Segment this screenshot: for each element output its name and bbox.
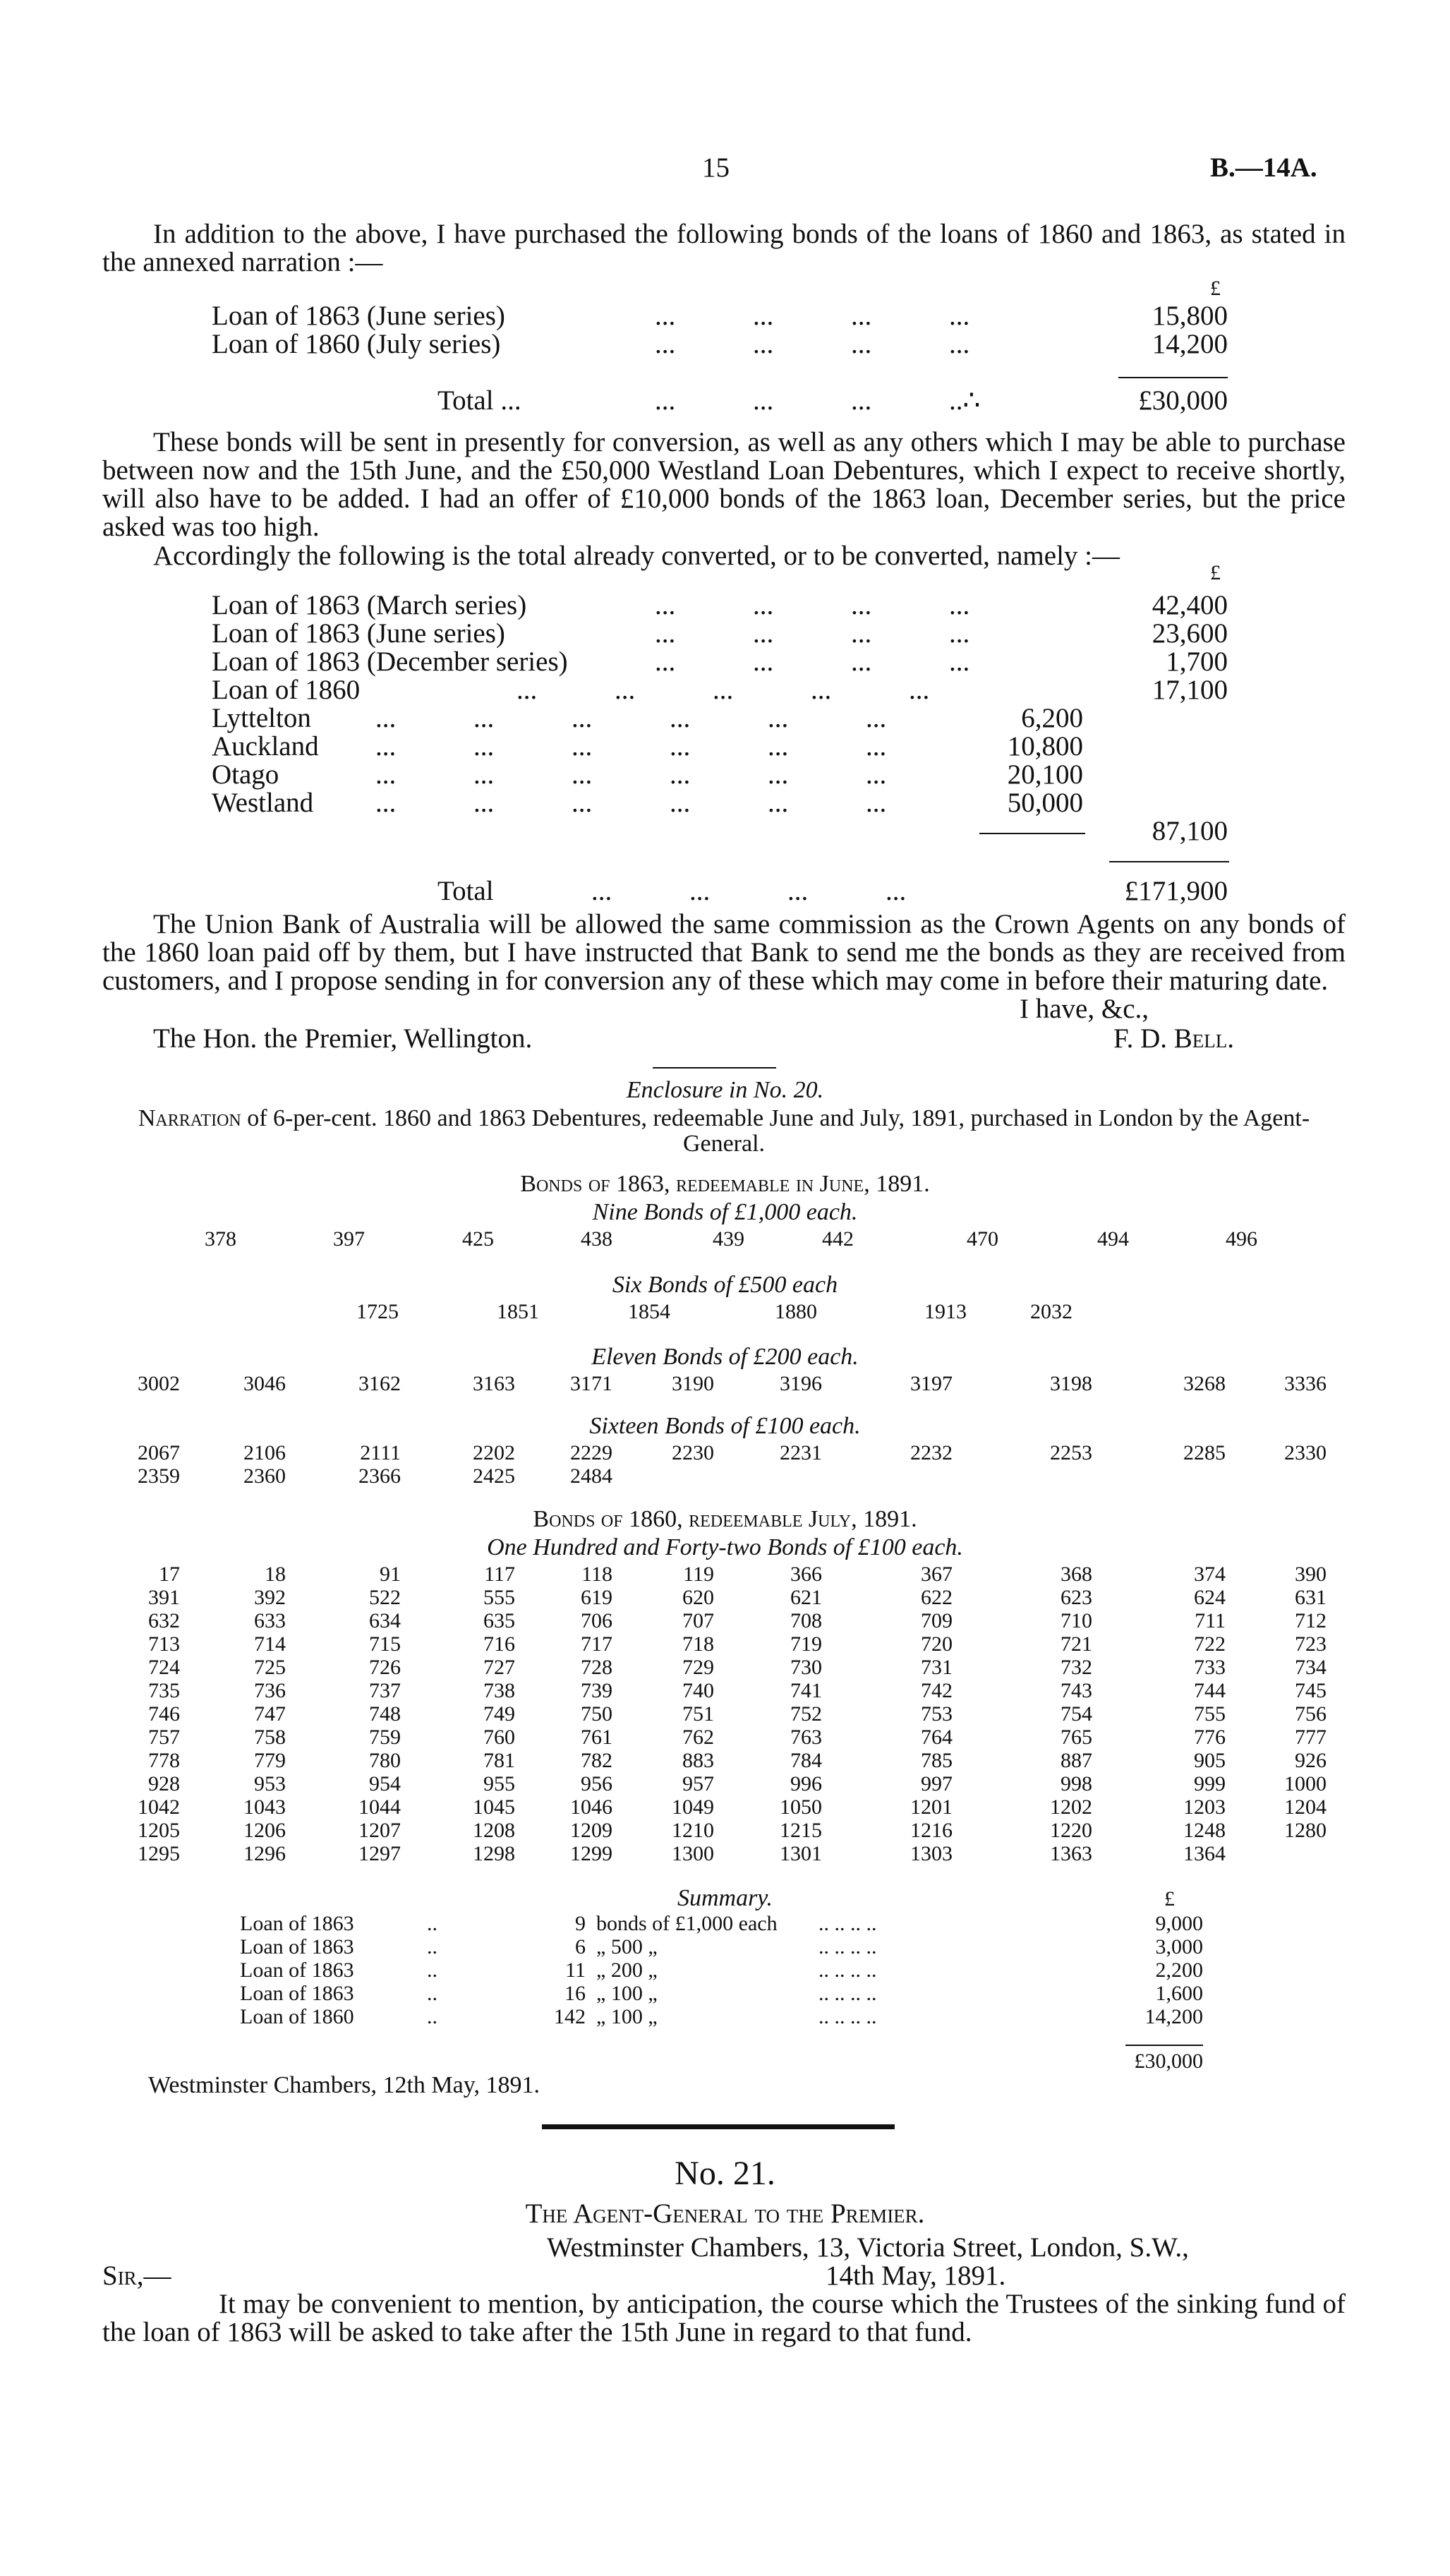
bond-number: 1042 (138, 1795, 180, 1819)
bond-number: 781 (483, 1749, 515, 1772)
bond-number: 725 (254, 1656, 286, 1679)
purchased-row-amount: 15,800 (1152, 301, 1228, 331)
bond-number: 2106 (243, 1441, 286, 1464)
bond-number: 3198 (1050, 1372, 1092, 1395)
summary-description: bonds of £1,000 each (596, 1912, 778, 1935)
summary-amount: 2,200 (1155, 1958, 1203, 1982)
bond-number: 622 (921, 1586, 953, 1609)
bond-number: 1043 (243, 1795, 286, 1819)
bond-number: 117 (484, 1563, 515, 1586)
bond-number: 2360 (243, 1464, 286, 1488)
bond-number: 391 (148, 1586, 180, 1609)
group-title: Eleven Bonds of £200 each. (591, 1344, 859, 1370)
bond-number: 710 (1061, 1609, 1092, 1632)
leader-dots: ... ... ... ... ... (516, 675, 930, 705)
summary-count: 6 (575, 1935, 586, 1958)
bond-number: 717 (581, 1632, 612, 1656)
bond-number: 1300 (672, 1842, 714, 1865)
bond-number: 742 (921, 1679, 953, 1702)
group-title: Sixteen Bonds of £100 each. (589, 1413, 861, 1439)
summary-count: 9 (575, 1912, 586, 1935)
addressee: The Hon. the Premier, Wellington. (153, 1023, 533, 1054)
bond-number: 3196 (780, 1372, 822, 1395)
bond-number: 779 (254, 1749, 286, 1772)
bond-number: 368 (1061, 1563, 1092, 1586)
bond-number: 720 (921, 1632, 953, 1656)
bond-number: 953 (254, 1772, 286, 1795)
leader-dots: .. (427, 2005, 437, 2028)
bond-number: 623 (1061, 1586, 1092, 1609)
enclosure-title: Enclosure in No. 20. (626, 1077, 824, 1103)
bond-number: 1364 (1183, 1842, 1226, 1865)
bond-number: 1209 (570, 1819, 612, 1842)
bond-number: 1210 (672, 1819, 714, 1842)
converted-row-amount: 23,600 (1152, 618, 1228, 649)
harbour-subtotal: 87,100 (1152, 816, 1228, 846)
leader-dots: .. .. .. .. (818, 1935, 877, 1958)
leader-dots: ... ... ... ... (655, 646, 970, 677)
bond-number: 732 (1061, 1656, 1092, 1679)
bond-number: 756 (1295, 1702, 1327, 1726)
bond-number: 715 (369, 1632, 401, 1656)
bond-number: 926 (1295, 1749, 1327, 1772)
leader-dots: .. .. .. .. (818, 1958, 877, 1982)
summary-description: „ 200 „ (596, 1958, 658, 1982)
bond-number: 711 (1195, 1609, 1226, 1632)
bond-number: 778 (148, 1749, 180, 1772)
currency-symbol: £ (1210, 561, 1221, 584)
bond-number: 1205 (138, 1819, 180, 1842)
bond-number: 3163 (473, 1372, 515, 1395)
bond-number: 522 (369, 1586, 401, 1609)
paragraph-namely: Accordingly the following is the total already converted, or to be converted, namely :— (153, 541, 1120, 571)
bond-number: 883 (682, 1749, 714, 1772)
bond-number: 494 (1097, 1227, 1129, 1251)
bond-number: 1216 (910, 1819, 953, 1842)
bond-number: 374 (1194, 1563, 1226, 1586)
bond-number: 3002 (138, 1372, 180, 1395)
bond-number: 724 (148, 1656, 180, 1679)
bond-number: 3197 (910, 1372, 953, 1395)
bond-number: 780 (369, 1749, 401, 1772)
bond-number: 709 (921, 1609, 953, 1632)
leader-dots: .. .. .. .. (818, 2005, 877, 2028)
bond-number: 634 (369, 1609, 401, 1632)
summary-title: Summary. (677, 1885, 773, 1911)
purchased-row-amount: 14,200 (1152, 329, 1228, 359)
bond-number: 887 (1061, 1749, 1092, 1772)
bond-number: 784 (790, 1749, 822, 1772)
bond-number: 3268 (1183, 1372, 1226, 1395)
bond-number: 1296 (243, 1842, 286, 1865)
bond-number: 620 (682, 1586, 714, 1609)
bond-number: 2253 (1050, 1441, 1092, 1464)
bond-number: 957 (682, 1772, 714, 1795)
bond-number: 1206 (243, 1819, 286, 1842)
bond-number: 956 (581, 1772, 612, 1795)
bond-number: 751 (682, 1702, 714, 1726)
bond-number: 392 (254, 1586, 286, 1609)
harbour-label: Auckland (212, 731, 319, 762)
bond-number: 3162 (358, 1372, 401, 1395)
bond-number: 624 (1194, 1586, 1226, 1609)
bond-number: 719 (790, 1632, 822, 1656)
bond-number: 631 (1295, 1586, 1327, 1609)
sum-rule (1118, 377, 1228, 378)
no21-address: Westminster Chambers, 13, Victoria Street, London, S.W., (547, 2232, 1189, 2263)
bond-number: 2231 (780, 1441, 822, 1464)
bond-number: 378 (205, 1227, 236, 1251)
harbour-amount: 20,100 (1007, 759, 1083, 790)
summary-loan: Loan of 1863 (240, 1912, 354, 1935)
paragraph-union-bank: The Union Bank of Australia will be allowed the same commission as the Crown Agents on any bonds of the 1860 loan paid off by them, but I have instructed that Bank to send me the bonds as they are received from customers, and I propose sending in for conversion any of these which may come in before their maturing date. (102, 909, 1346, 996)
bond-number: 996 (790, 1772, 822, 1795)
bond-number: 2111 (360, 1441, 401, 1464)
bond-number: 928 (148, 1772, 180, 1795)
leader-dots: .. (427, 1935, 437, 1958)
leader-dots: .. (427, 1912, 437, 1935)
narration (102, 1106, 1346, 1157)
narration-head: Narration (138, 1105, 241, 1131)
bond-number: 632 (148, 1609, 180, 1632)
bond-number: 753 (921, 1702, 953, 1726)
bond-number: 759 (369, 1726, 401, 1749)
bond-number: 2285 (1183, 1441, 1226, 1464)
bond-number: 2229 (570, 1441, 612, 1464)
bond-number: 3190 (672, 1372, 714, 1395)
bond-number: 1050 (780, 1795, 822, 1819)
bond-number: 999 (1194, 1772, 1226, 1795)
bond-number: 752 (790, 1702, 822, 1726)
bond-number: 760 (483, 1726, 515, 1749)
bond-number: 619 (581, 1586, 612, 1609)
summary-count: 142 (554, 2005, 586, 2028)
no21-subtitle: The Agent-General to the Premier. (525, 2198, 925, 2229)
place-date: Westminster Chambers, 12th May, 1891. (148, 2072, 540, 2098)
bond-number: 707 (682, 1609, 714, 1632)
leader-dots: .. .. .. .. (818, 1912, 877, 1935)
bond-number: 1203 (1183, 1795, 1226, 1819)
sum-rule (1109, 861, 1229, 862)
bond-number: 954 (369, 1772, 401, 1795)
bond-number: 750 (581, 1702, 612, 1726)
bond-number: 739 (581, 1679, 612, 1702)
page-number: 15 (702, 152, 730, 183)
bond-number: 729 (682, 1656, 714, 1679)
summary-description: „ 500 „ (596, 1935, 658, 1958)
harbour-amount: 50,000 (1007, 788, 1083, 818)
harbour-amount: 10,800 (1007, 731, 1083, 762)
bond-number: 470 (967, 1227, 998, 1251)
summary-count: 16 (564, 1982, 586, 2005)
paragraph-conversion: These bonds will be sent in presently for conversion, as well as any others which I may be able to purchase between now and the 15th June, and the £50,000 Westland Loan Debentures, which I expect to receive shortly, will also have to be added. I had an offer of £10,000 bonds of the 1863 loan, December series, but the price asked was too high. (102, 427, 1346, 542)
summary-amount: 14,200 (1144, 2005, 1203, 2028)
bond-number: 1363 (1050, 1842, 1092, 1865)
leader-dots: ... ... ... ..∴ (655, 385, 981, 416)
bond-number: 118 (581, 1563, 612, 1586)
bond-number: 1046 (570, 1795, 612, 1819)
bond-number: 748 (369, 1702, 401, 1726)
bond-number: 1295 (138, 1842, 180, 1865)
bond-number: 785 (921, 1749, 953, 1772)
bond-number: 366 (790, 1563, 822, 1586)
bond-number: 2032 (1030, 1300, 1073, 1323)
converted-row-amount: 42,400 (1152, 590, 1228, 620)
group-title: Six Bonds of £500 each (612, 1272, 838, 1298)
bonds-1860-heading: Bonds of 1860, redeemable July, 1891. (533, 1506, 917, 1532)
summary-loan: Loan of 1860 (240, 2005, 354, 2028)
bond-number: 712 (1295, 1609, 1327, 1632)
bond-number: 714 (254, 1632, 286, 1656)
bond-number: 91 (380, 1563, 401, 1586)
bond-number: 1202 (1050, 1795, 1092, 1819)
bond-number: 761 (581, 1726, 612, 1749)
converted-row-amount: 1,700 (1166, 646, 1228, 677)
divider (653, 1067, 776, 1069)
leader-dots: ... ... ... ... (655, 301, 970, 331)
bond-number: 727 (483, 1656, 515, 1679)
bond-number: 782 (581, 1749, 612, 1772)
leader-dots: ... ... ... ... ... ... (375, 759, 887, 790)
bond-number: 757 (148, 1726, 180, 1749)
bond-number: 3171 (570, 1372, 612, 1395)
bond-number: 1880 (775, 1300, 817, 1323)
bonds-1863-heading: Bonds of 1863, redeemable in June, 1891. (520, 1171, 930, 1197)
bond-number: 442 (822, 1227, 854, 1251)
sum-rule (1125, 2045, 1203, 2046)
harbour-label: Lyttelton (212, 703, 311, 733)
leader-dots: .. (427, 1982, 437, 2005)
doc-reference: B.—14A. (1210, 152, 1317, 183)
bond-number: 741 (790, 1679, 822, 1702)
bond-number: 731 (921, 1656, 953, 1679)
bond-number: 2366 (358, 1464, 401, 1488)
bond-number: 438 (581, 1227, 612, 1251)
summary-count: 11 (565, 1958, 586, 1982)
bond-number: 1204 (1284, 1795, 1327, 1819)
bond-number: 743 (1061, 1679, 1092, 1702)
bond-number: 765 (1061, 1726, 1092, 1749)
bond-number: 425 (462, 1227, 494, 1251)
bond-number: 737 (369, 1679, 401, 1702)
bond-number: 762 (682, 1726, 714, 1749)
bond-number: 738 (483, 1679, 515, 1702)
summary-amount: 3,000 (1155, 1935, 1203, 1958)
bond-number: 726 (369, 1656, 401, 1679)
bond-number: 745 (1295, 1679, 1327, 1702)
bond-number: 749 (483, 1702, 515, 1726)
no21-title: No. 21. (675, 2155, 775, 2192)
bond-number: 758 (254, 1726, 286, 1749)
leader-dots: ... ... ... ... ... ... (375, 731, 887, 762)
bond-number: 755 (1194, 1702, 1226, 1726)
bond-number: 955 (483, 1772, 515, 1795)
bond-number: 734 (1295, 1656, 1327, 1679)
summary-loan: Loan of 1863 (240, 1935, 354, 1958)
summary-description: „ 100 „ (596, 1982, 658, 2005)
purchased-total: £30,000 (1138, 385, 1228, 416)
summary-amount: 9,000 (1155, 1912, 1203, 1935)
bond-number: 3046 (243, 1372, 286, 1395)
bond-number: 1207 (358, 1819, 401, 1842)
converted-total: £171,900 (1124, 876, 1228, 906)
no21-body: It may be convenient to mention, by anticipation, the course which the Trustees of the sinking fund of the loan of 1863 will be asked to take after the 15th June in regard to that fund. (102, 2289, 1346, 2347)
intro-paragraph: In addition to the above, I have purchased the following bonds of the loans of 1860 and 1863, as stated in the annexed narration :— (102, 219, 1346, 277)
purchased-row-label: Loan of 1860 (July series) (212, 329, 501, 359)
converted-row-amount: 17,100 (1152, 675, 1228, 705)
bond-number: 633 (254, 1609, 286, 1632)
signature: F. D. Bell. (1113, 1023, 1234, 1054)
bond-number: 1913 (924, 1300, 967, 1323)
bond-number: 744 (1194, 1679, 1226, 1702)
bond-number: 3336 (1284, 1372, 1327, 1395)
bond-number: 723 (1295, 1632, 1327, 1656)
bond-number: 998 (1061, 1772, 1092, 1795)
bond-number: 1208 (473, 1819, 515, 1842)
bond-number: 777 (1295, 1726, 1327, 1749)
harbour-label: Westland (212, 788, 314, 818)
group-title: One Hundred and Forty-two Bonds of £100 each. (487, 1534, 963, 1560)
bond-number: 555 (483, 1586, 515, 1609)
bond-number: 1201 (910, 1795, 953, 1819)
bond-number: 2232 (910, 1441, 953, 1464)
bond-number: 740 (682, 1679, 714, 1702)
bond-number: 728 (581, 1656, 612, 1679)
bond-number: 2230 (672, 1441, 714, 1464)
bond-number: 2425 (473, 1464, 515, 1488)
bond-number: 2330 (1284, 1441, 1327, 1464)
bond-number: 1297 (358, 1842, 401, 1865)
bond-number: 2202 (473, 1441, 515, 1464)
summary-loan: Loan of 1863 (240, 1958, 354, 1982)
bond-number: 1045 (473, 1795, 515, 1819)
converted-row-label: Loan of 1863 (December series) (212, 646, 568, 677)
closing: I have, &c., (1020, 994, 1149, 1024)
converted-row-label: Loan of 1860 (212, 675, 361, 705)
bond-number: 1298 (473, 1842, 515, 1865)
bond-number: 119 (683, 1563, 714, 1586)
bond-number: 706 (581, 1609, 612, 1632)
harbour-label: Otago (212, 759, 279, 790)
currency-symbol: £ (1210, 277, 1221, 300)
bond-number: 997 (921, 1772, 953, 1795)
summary-description: „ 100 „ (596, 2005, 658, 2028)
bond-number: 721 (1061, 1632, 1092, 1656)
bond-number: 1220 (1050, 1819, 1092, 1842)
bond-number: 1215 (780, 1819, 822, 1842)
bond-number: 1280 (1284, 1819, 1327, 1842)
summary-total: £30,000 (1134, 2050, 1203, 2073)
bond-number: 713 (148, 1632, 180, 1656)
converted-total-label: Total (437, 876, 494, 906)
bond-number: 718 (682, 1632, 714, 1656)
narration-text: of 6-per-cent. 1860 and 1863 Debentures, redeemable June and July, 1891, purchased in London by the Agent-General. (247, 1105, 1310, 1157)
group-title: Nine Bonds of £1,000 each. (592, 1199, 858, 1225)
bond-number: 390 (1295, 1563, 1327, 1586)
leader-dots: .. (427, 1958, 437, 1982)
bond-number: 747 (254, 1702, 286, 1726)
leader-dots: ... ... ... ... ... ... (375, 703, 887, 733)
purchased-total-label: Total ... (437, 385, 521, 416)
leader-dots: ... ... ... ... (655, 329, 970, 359)
bond-number: 905 (1194, 1749, 1226, 1772)
bond-number: 1851 (497, 1300, 539, 1323)
leader-dots: ... ... ... ... (655, 590, 970, 620)
bond-number: 1049 (672, 1795, 714, 1819)
bond-number: 763 (790, 1726, 822, 1749)
bond-number: 621 (790, 1586, 822, 1609)
leader-dots: ... ... ... ... (655, 618, 970, 649)
bond-number: 1301 (780, 1842, 822, 1865)
bond-number: 716 (483, 1632, 515, 1656)
bond-number: 1000 (1284, 1772, 1327, 1795)
bond-number: 2067 (138, 1441, 180, 1464)
bond-number: 1299 (570, 1842, 612, 1865)
no21-salutation: Sir,— (102, 2261, 171, 2291)
bond-number: 754 (1061, 1702, 1092, 1726)
harbour-amount: 6,200 (1021, 703, 1083, 733)
bond-number: 776 (1194, 1726, 1226, 1749)
converted-row-label: Loan of 1863 (June series) (212, 618, 505, 649)
bond-number: 764 (921, 1726, 953, 1749)
bond-number: 722 (1194, 1632, 1226, 1656)
bond-number: 439 (713, 1227, 744, 1251)
converted-row-label: Loan of 1863 (March series) (212, 590, 527, 620)
purchased-row-label: Loan of 1863 (June series) (212, 301, 505, 331)
bond-number: 1303 (910, 1842, 953, 1865)
summary-loan: Loan of 1863 (240, 1982, 354, 2005)
bond-number: 1248 (1183, 1819, 1226, 1842)
bond-number: 1725 (356, 1300, 399, 1323)
bond-number: 730 (790, 1656, 822, 1679)
bond-number: 708 (790, 1609, 822, 1632)
bond-number: 367 (921, 1563, 953, 1586)
leader-dots: ... ... ... ... (591, 876, 907, 906)
bond-number: 496 (1226, 1227, 1257, 1251)
bond-number: 735 (148, 1679, 180, 1702)
bond-number: 17 (159, 1563, 180, 1586)
bond-number: 2484 (570, 1464, 612, 1488)
heavy-divider (542, 2124, 895, 2129)
bond-number: 746 (148, 1702, 180, 1726)
bond-number: 1854 (628, 1300, 670, 1323)
bond-number: 1044 (358, 1795, 401, 1819)
no21-date: 14th May, 1891. (826, 2261, 1006, 2291)
bond-number: 733 (1194, 1656, 1226, 1679)
bond-number: 2359 (138, 1464, 180, 1488)
bond-number: 736 (254, 1679, 286, 1702)
currency-symbol: £ (1164, 1887, 1175, 1910)
bond-number: 18 (265, 1563, 286, 1586)
sum-rule (979, 833, 1085, 834)
leader-dots: .. .. .. .. (818, 1982, 877, 2005)
summary-amount: 1,600 (1155, 1982, 1203, 2005)
bond-number: 635 (483, 1609, 515, 1632)
bond-number: 397 (333, 1227, 365, 1251)
leader-dots: ... ... ... ... ... ... (375, 788, 887, 818)
